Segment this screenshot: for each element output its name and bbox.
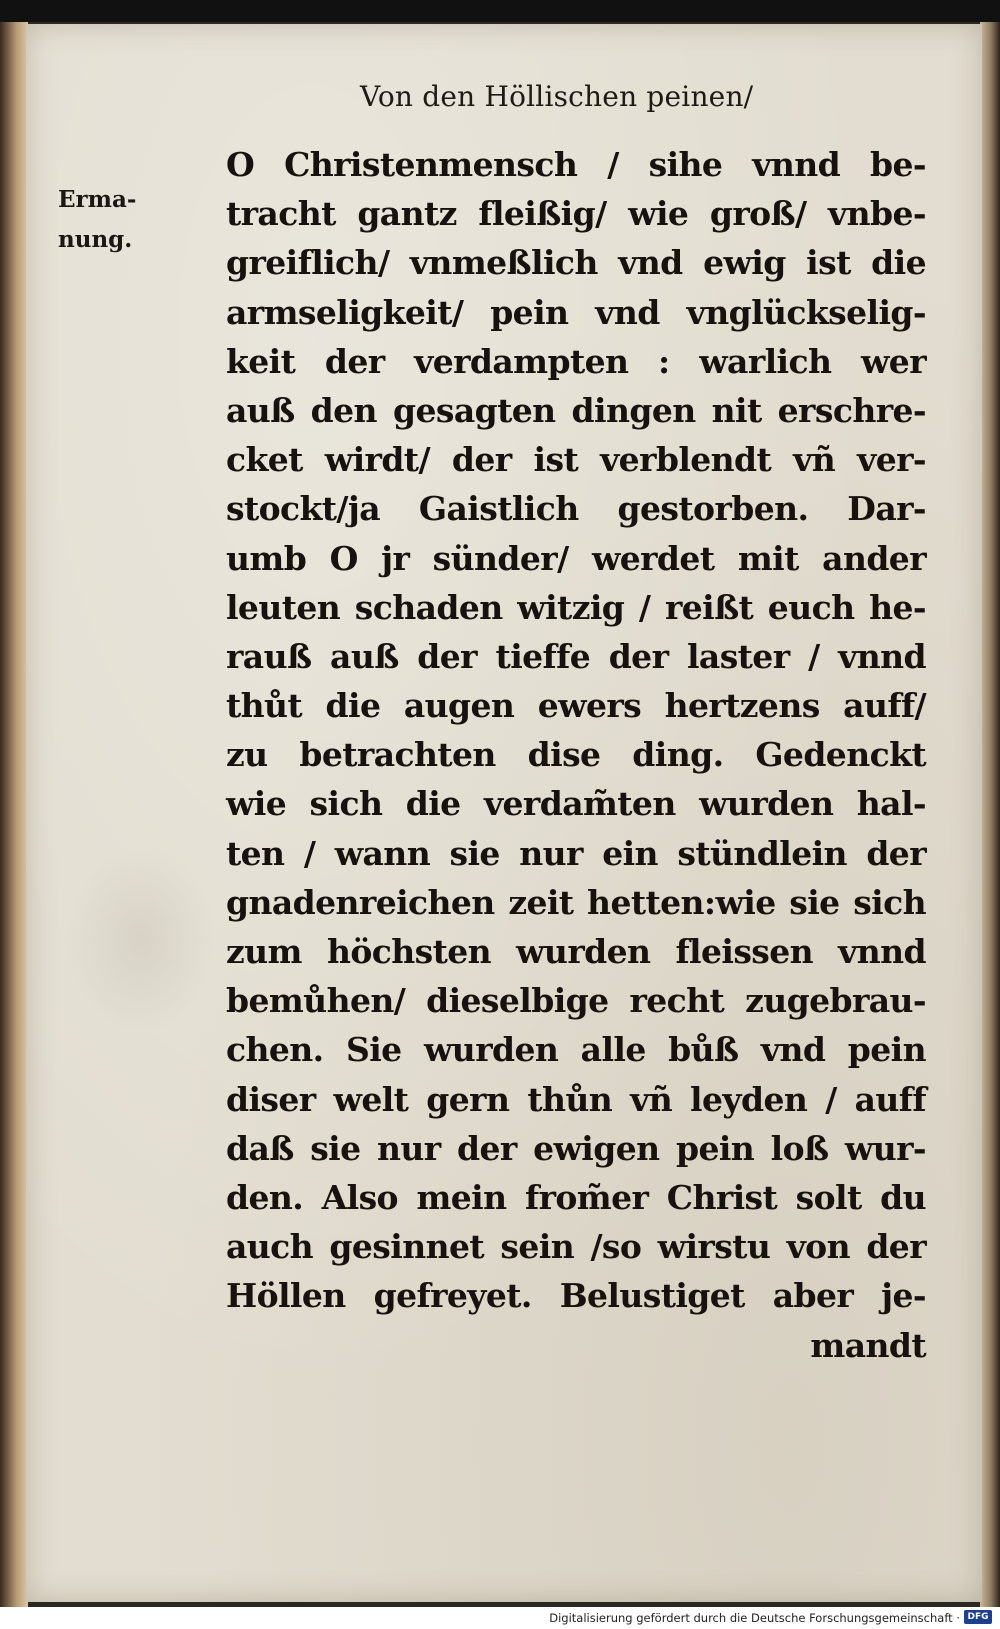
text-line: Höllen gefreyet. Belustiget aber je- [226, 1276, 926, 1316]
book-right-edge [980, 22, 1000, 1607]
dfg-logo: DFG [964, 1610, 992, 1624]
text-line: zu betrachten dise ding. Gedenckt [226, 735, 926, 775]
text-line: chen. Sie wurden alle bůß vnd pein [226, 1030, 926, 1070]
show-through-stain [66, 844, 216, 1034]
text-line: stockt/ja Gaistlich gestorben. Dar- [226, 489, 926, 529]
text-line: armseligkeit/ pein vnd vnglückselig- [226, 292, 926, 332]
marginal-note-line: Erma- [58, 186, 137, 213]
text-line: tracht gantz fleißig/ wie groß/ vnbe- [226, 194, 926, 234]
catchword: mandt [810, 1325, 926, 1365]
footer-credit: Digitalisierung gefördert durch die Deutsche Forschungsgemeinschaft · [549, 1611, 960, 1625]
text-line: greiflich/ vnmeßlich vnd ewig ist die [226, 243, 926, 283]
text-line: zum höchsten wurden fleissen vnnd [226, 932, 926, 971]
text-line: O Christenmensch / sihe vnnd be- [226, 145, 926, 184]
text-line: cket wirdt/ der ist verblendt vñ ver- [226, 440, 926, 480]
scan-top-edge [0, 0, 1000, 22]
text-line: umb O jr sünder/ werdet mit ander [226, 538, 926, 578]
body-text [226, 140, 926, 1370]
text-line: wie sich die verdam̃ten wurden hal- [226, 784, 926, 824]
text-line: rauß auß der tieffe der laster / vnnd [226, 636, 926, 676]
marginal-note [58, 180, 188, 260]
running-head: Von den Höllischen peinen/ [360, 80, 754, 113]
text-line: bemůhen/ dieselbige recht zugebrau- [226, 981, 926, 1021]
text-line: keit der verdampten : warlich wer [226, 341, 926, 381]
text-line: thůt die augen ewers hertzens auff/ [226, 686, 926, 726]
text-line: ten / wann sie nur ein stündlein der [226, 833, 926, 873]
text-line: leuten schaden witzig / reißt euch he- [226, 587, 926, 627]
text-line: gnadenreichen zeit hetten:wie sie sich [226, 882, 926, 922]
text-line: auß den gesagten dingen nit erschre- [226, 390, 926, 430]
marginal-note-line: nung. [58, 226, 133, 253]
book-left-edge [0, 22, 28, 1607]
text-line: den. Also mein from̃er Christ solt du [226, 1177, 926, 1217]
text-line: auch gesinnet sein /so wirstu von der [226, 1227, 926, 1267]
text-line: diser welt gern thůn vñ leyden / auff [226, 1079, 926, 1119]
text-line: daß sie nur der ewigen pein loß wur- [226, 1128, 926, 1168]
